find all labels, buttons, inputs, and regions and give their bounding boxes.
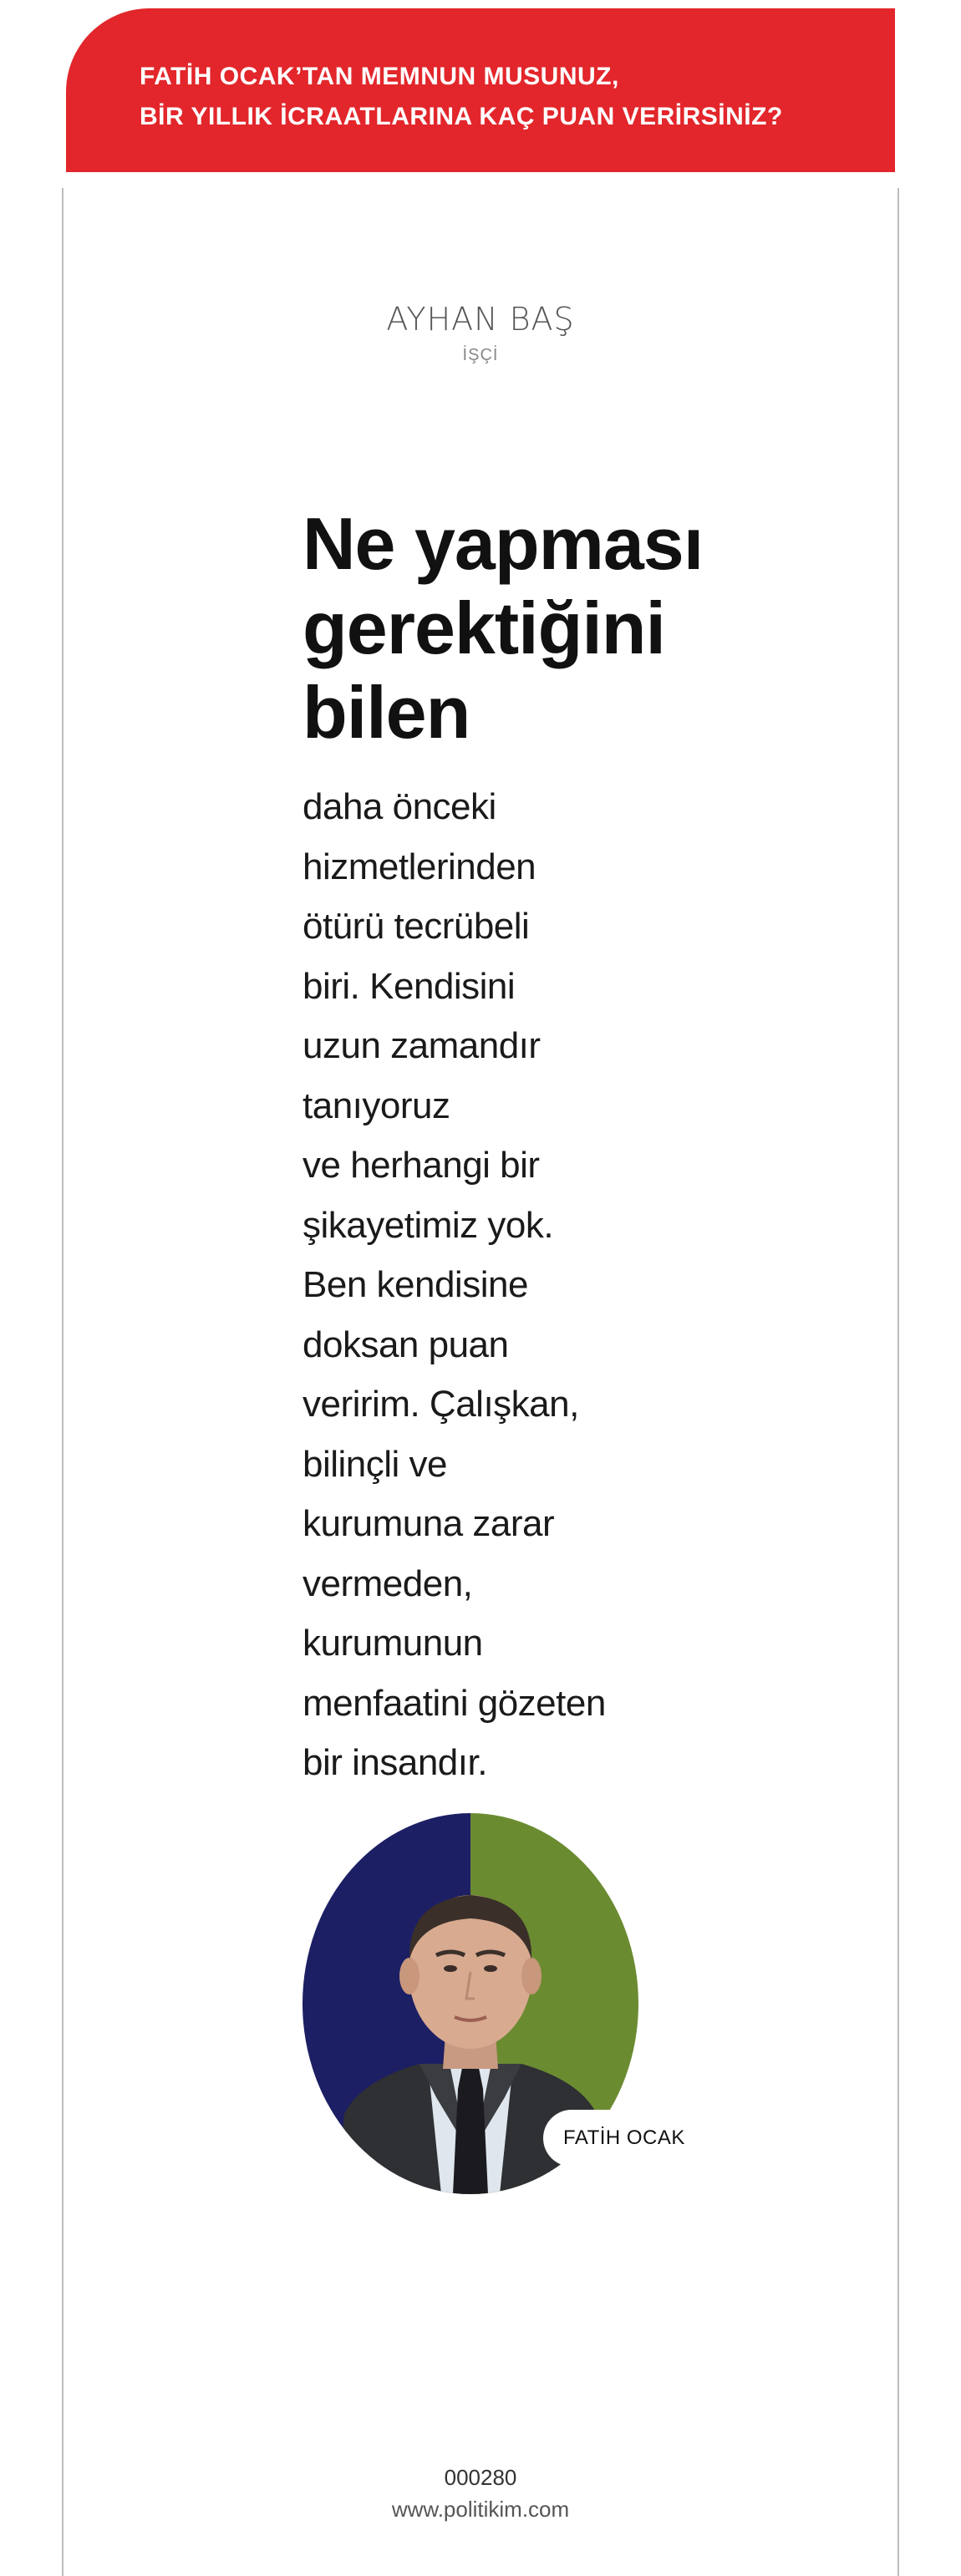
body-line: menfaatini gözeten [303,1682,606,1724]
body-line: doksan puan [303,1324,509,1365]
body-line: kurumuna zarar [303,1503,555,1544]
footer-code: 000280 [444,2465,517,2490]
body-line: bilinçli ve [303,1443,448,1485]
banner-question-line-1: FATİH OCAK’TAN MEMNUN MUSUNUZ, [140,63,619,90]
headline-line: gerektiğini [303,587,665,669]
headline-line: bilen [303,671,470,754]
author-name: AYHAN BAŞ [386,301,575,338]
body-line: kurumunun [303,1623,483,1664]
body-line: ve herhangi bir [303,1145,540,1186]
body-line: bir insandır. [303,1742,487,1783]
photo-caption: FATİH OCAK [543,2110,705,2167]
footer-url: www.politikim.com [391,2497,570,2522]
body-line: hizmetlerinden [303,846,536,887]
headline-banner [66,8,895,172]
body-line: vermeden, [303,1562,473,1604]
quote-headline [303,501,770,755]
headline-line: Ne yapması [303,502,704,585]
body-line: Ben kendisine [303,1264,528,1305]
left-divider [62,188,64,2576]
body-line: daha önceki [303,786,496,827]
body-line: veririm. Çalışkan, [303,1384,579,1425]
body-line: şikayetimiz yok. [303,1204,554,1246]
quote-body [303,777,720,1793]
banner-question-line-2: BİR YILLIK İCRAATLARINA KAÇ PUAN VERİRSİNİZ? [140,103,783,130]
body-line: tanıyoruz [303,1085,450,1126]
body-line: ötürü tecrübeli [303,906,530,947]
right-divider [897,188,899,2576]
body-line: biri. Kendisini [303,965,516,1007]
body-line: uzun zamandır [303,1025,541,1066]
author-role: İŞÇİ [462,346,499,364]
